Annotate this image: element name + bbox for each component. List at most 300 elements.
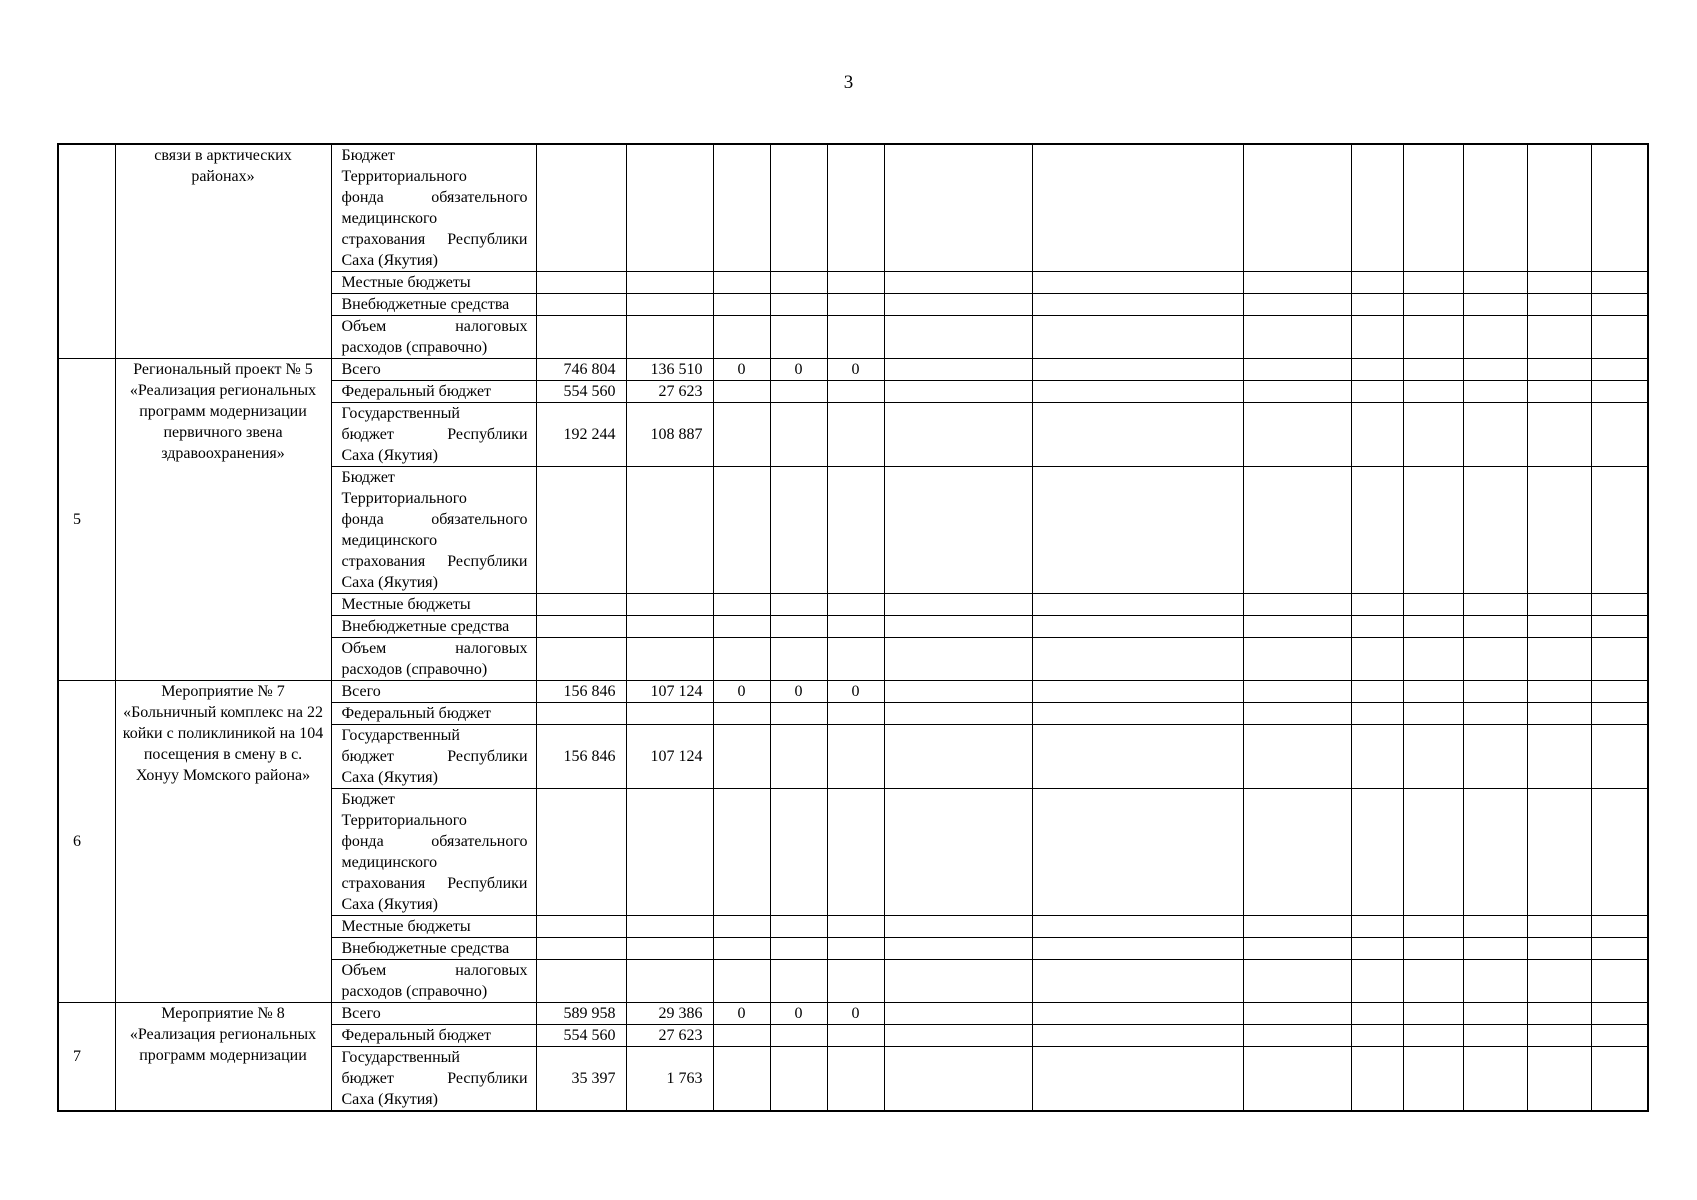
value-cell xyxy=(536,638,626,681)
value-cell: 108 887 xyxy=(626,403,713,467)
empty-cell xyxy=(884,316,1032,359)
funding-source-line: медицинского xyxy=(341,532,438,549)
empty-cell xyxy=(1591,1003,1648,1025)
empty-cell xyxy=(1527,1025,1591,1047)
value-cell xyxy=(713,403,770,467)
empty-cell xyxy=(1403,272,1463,294)
value-cell xyxy=(626,272,713,294)
empty-cell xyxy=(1403,681,1463,703)
value-cell xyxy=(827,725,884,789)
value-cell xyxy=(827,272,884,294)
empty-cell xyxy=(1032,272,1243,294)
empty-cell xyxy=(1351,1047,1403,1112)
value-cell: 107 124 xyxy=(626,681,713,703)
value-cell xyxy=(827,1025,884,1047)
funding-source-line: Всего xyxy=(341,1005,381,1022)
value-cell xyxy=(770,144,827,272)
empty-cell xyxy=(1403,381,1463,403)
value-cell: 0 xyxy=(713,681,770,703)
empty-cell xyxy=(1243,1003,1351,1025)
funding-source-line: Местные бюджеты xyxy=(341,596,471,613)
funding-source-cell xyxy=(331,316,536,359)
funding-source-cell xyxy=(331,467,536,594)
value-cell xyxy=(827,594,884,616)
value-cell xyxy=(713,789,770,916)
empty-cell xyxy=(1403,294,1463,316)
value-cell xyxy=(827,638,884,681)
empty-cell xyxy=(1243,359,1351,381)
empty-cell xyxy=(884,359,1032,381)
empty-cell xyxy=(1527,616,1591,638)
funding-source-line: Объем налоговых xyxy=(341,318,528,335)
value-cell xyxy=(827,403,884,467)
value-cell xyxy=(770,916,827,938)
empty-cell xyxy=(1591,638,1648,681)
funding-source-line: Саха (Якутия) xyxy=(341,574,438,591)
value-cell xyxy=(713,960,770,1003)
empty-cell xyxy=(1591,467,1648,594)
empty-cell xyxy=(1403,467,1463,594)
funding-source-line: расходов (справочно) xyxy=(341,983,488,1000)
funding-source-cell xyxy=(331,1025,536,1047)
empty-cell xyxy=(1032,789,1243,916)
funding-source-line: Объем налоговых xyxy=(341,962,528,979)
funding-source-cell xyxy=(331,294,536,316)
value-cell xyxy=(770,960,827,1003)
empty-cell xyxy=(1032,316,1243,359)
empty-cell xyxy=(1463,316,1527,359)
empty-cell xyxy=(1243,938,1351,960)
funding-source-line: Всего xyxy=(341,683,381,700)
value-cell xyxy=(713,467,770,594)
empty-cell xyxy=(1351,725,1403,789)
value-cell: 27 623 xyxy=(626,1025,713,1047)
empty-cell xyxy=(884,594,1032,616)
funding-source-line: Саха (Якутия) xyxy=(341,896,438,913)
empty-cell xyxy=(884,638,1032,681)
empty-cell xyxy=(1591,359,1648,381)
empty-cell xyxy=(1403,403,1463,467)
funding-source-line: Внебюджетные средства xyxy=(341,940,510,957)
measure-name-cell: Региональный проект № 5 «Реализация региональных программ модернизации первичного звена здравоохранения» xyxy=(115,359,331,681)
empty-cell xyxy=(1351,789,1403,916)
funding-source-line: Саха (Якутия) xyxy=(341,252,438,269)
value-cell xyxy=(713,316,770,359)
empty-cell xyxy=(884,703,1032,725)
empty-cell xyxy=(1463,1047,1527,1112)
value-cell: 107 124 xyxy=(626,725,713,789)
value-cell xyxy=(827,789,884,916)
value-cell xyxy=(536,294,626,316)
empty-cell xyxy=(1403,594,1463,616)
empty-cell xyxy=(1463,916,1527,938)
empty-cell xyxy=(1463,938,1527,960)
empty-cell xyxy=(884,294,1032,316)
empty-cell xyxy=(1527,681,1591,703)
empty-cell xyxy=(1351,594,1403,616)
empty-cell xyxy=(1032,960,1243,1003)
value-cell xyxy=(770,638,827,681)
empty-cell xyxy=(1351,616,1403,638)
empty-cell xyxy=(1463,294,1527,316)
row-number-cell: 6 xyxy=(58,681,115,1003)
funding-source-cell xyxy=(331,272,536,294)
empty-cell xyxy=(1527,725,1591,789)
value-cell xyxy=(770,1025,827,1047)
empty-cell xyxy=(884,616,1032,638)
table-row xyxy=(58,1003,1648,1025)
value-cell xyxy=(626,144,713,272)
empty-cell xyxy=(1527,960,1591,1003)
funding-source-line: фонда обязательного xyxy=(341,189,528,206)
funding-source-line: бюджет Республики xyxy=(341,1070,528,1087)
value-cell xyxy=(770,403,827,467)
empty-cell xyxy=(1591,616,1648,638)
empty-cell xyxy=(1243,272,1351,294)
value-cell xyxy=(713,703,770,725)
empty-cell xyxy=(1463,403,1527,467)
funding-source-line: Бюджет xyxy=(341,469,395,486)
value-cell xyxy=(626,938,713,960)
empty-cell xyxy=(1351,272,1403,294)
funding-source-line: Территориального xyxy=(341,812,467,829)
value-cell: 192 244 xyxy=(536,403,626,467)
funding-source-cell xyxy=(331,916,536,938)
value-cell: 136 510 xyxy=(626,359,713,381)
value-cell xyxy=(536,938,626,960)
value-cell xyxy=(770,381,827,403)
empty-cell xyxy=(1527,294,1591,316)
funding-source-line: страхования Республики xyxy=(341,231,528,248)
empty-cell xyxy=(1032,381,1243,403)
funding-source-line: Федеральный бюджет xyxy=(341,1027,492,1044)
empty-cell xyxy=(1591,1047,1648,1112)
value-cell xyxy=(713,938,770,960)
value-cell xyxy=(626,467,713,594)
empty-cell xyxy=(884,272,1032,294)
value-cell: 0 xyxy=(770,681,827,703)
empty-cell xyxy=(1032,638,1243,681)
funding-source-cell xyxy=(331,638,536,681)
empty-cell xyxy=(1527,467,1591,594)
funding-table xyxy=(57,143,1649,1112)
row-number-cell: 7 xyxy=(58,1003,115,1112)
funding-source-line: Саха (Якутия) xyxy=(341,447,438,464)
funding-source-line: Саха (Якутия) xyxy=(341,769,438,786)
empty-cell xyxy=(884,467,1032,594)
empty-cell xyxy=(1351,359,1403,381)
empty-cell xyxy=(1243,960,1351,1003)
value-cell xyxy=(770,316,827,359)
value-cell xyxy=(536,703,626,725)
empty-cell xyxy=(1527,938,1591,960)
value-cell xyxy=(713,381,770,403)
value-cell xyxy=(713,616,770,638)
empty-cell xyxy=(1403,616,1463,638)
value-cell xyxy=(536,789,626,916)
page-number: 3 xyxy=(843,72,854,93)
value-cell xyxy=(827,703,884,725)
empty-cell xyxy=(884,381,1032,403)
empty-cell xyxy=(1527,381,1591,403)
empty-cell xyxy=(1243,1025,1351,1047)
empty-cell xyxy=(1351,938,1403,960)
empty-cell xyxy=(884,938,1032,960)
table-row xyxy=(58,681,1648,703)
empty-cell xyxy=(1243,316,1351,359)
empty-cell xyxy=(1032,616,1243,638)
funding-source-line: страхования Республики xyxy=(341,553,528,570)
empty-cell xyxy=(1403,1003,1463,1025)
value-cell xyxy=(827,916,884,938)
value-cell: 0 xyxy=(770,359,827,381)
value-cell xyxy=(827,316,884,359)
funding-source-cell xyxy=(331,681,536,703)
row-number-cell: 5 xyxy=(58,359,115,681)
value-cell xyxy=(536,616,626,638)
value-cell xyxy=(536,144,626,272)
value-cell xyxy=(827,938,884,960)
value-cell xyxy=(536,316,626,359)
funding-source-line: фонда обязательного xyxy=(341,511,528,528)
empty-cell xyxy=(1463,594,1527,616)
value-cell: 0 xyxy=(827,359,884,381)
value-cell xyxy=(536,960,626,1003)
value-cell: 0 xyxy=(770,1003,827,1025)
value-cell xyxy=(770,594,827,616)
empty-cell xyxy=(1032,594,1243,616)
empty-cell xyxy=(884,681,1032,703)
empty-cell xyxy=(1243,638,1351,681)
value-cell xyxy=(770,703,827,725)
empty-cell xyxy=(1403,638,1463,681)
funding-source-line: Государственный xyxy=(341,1049,460,1066)
empty-cell xyxy=(1527,703,1591,725)
empty-cell xyxy=(1351,681,1403,703)
funding-source-cell xyxy=(331,703,536,725)
empty-cell xyxy=(1351,403,1403,467)
empty-cell xyxy=(1032,938,1243,960)
empty-cell xyxy=(1243,1047,1351,1112)
empty-cell xyxy=(884,916,1032,938)
empty-cell xyxy=(1243,916,1351,938)
value-cell xyxy=(827,144,884,272)
empty-cell xyxy=(1351,960,1403,1003)
funding-source-line: бюджет Республики xyxy=(341,748,528,765)
empty-cell xyxy=(1591,1025,1648,1047)
value-cell xyxy=(536,594,626,616)
funding-source-cell xyxy=(331,960,536,1003)
empty-cell xyxy=(1463,960,1527,1003)
empty-cell xyxy=(1527,359,1591,381)
empty-cell xyxy=(1591,294,1648,316)
empty-cell xyxy=(1032,703,1243,725)
empty-cell xyxy=(1527,1003,1591,1025)
empty-cell xyxy=(1032,1025,1243,1047)
empty-cell xyxy=(1032,144,1243,272)
value-cell xyxy=(827,1047,884,1112)
funding-source-line: расходов (справочно) xyxy=(341,661,488,678)
funding-source-line: Саха (Якутия) xyxy=(341,1091,438,1108)
value-cell xyxy=(713,294,770,316)
funding-source-line: Внебюджетные средства xyxy=(341,296,510,313)
funding-source-line: страхования Республики xyxy=(341,875,528,892)
value-cell xyxy=(827,294,884,316)
empty-cell xyxy=(1463,789,1527,916)
funding-table-wrapper xyxy=(57,143,1649,1112)
empty-cell xyxy=(1591,272,1648,294)
empty-cell xyxy=(1591,594,1648,616)
funding-source-cell xyxy=(331,144,536,272)
empty-cell xyxy=(1463,359,1527,381)
funding-source-cell xyxy=(331,381,536,403)
value-cell xyxy=(770,616,827,638)
funding-source-line: Федеральный бюджет xyxy=(341,705,492,722)
value-cell xyxy=(626,789,713,916)
empty-cell xyxy=(1591,938,1648,960)
value-cell xyxy=(626,294,713,316)
value-cell xyxy=(626,703,713,725)
empty-cell xyxy=(1032,1003,1243,1025)
value-cell xyxy=(713,725,770,789)
value-cell xyxy=(827,381,884,403)
value-cell xyxy=(713,144,770,272)
empty-cell xyxy=(1243,467,1351,594)
empty-cell xyxy=(884,789,1032,916)
empty-cell xyxy=(884,403,1032,467)
empty-cell xyxy=(1527,144,1591,272)
value-cell: 0 xyxy=(713,359,770,381)
empty-cell xyxy=(1243,725,1351,789)
value-cell: 35 397 xyxy=(536,1047,626,1112)
value-cell xyxy=(770,725,827,789)
funding-source-line: Местные бюджеты xyxy=(341,274,471,291)
empty-cell xyxy=(1032,403,1243,467)
value-cell xyxy=(827,467,884,594)
empty-cell xyxy=(1351,381,1403,403)
funding-source-line: Бюджет xyxy=(341,147,395,164)
value-cell: 156 846 xyxy=(536,681,626,703)
funding-source-cell xyxy=(331,403,536,467)
empty-cell xyxy=(1591,703,1648,725)
value-cell xyxy=(713,272,770,294)
empty-cell xyxy=(1527,638,1591,681)
funding-source-line: Всего xyxy=(341,361,381,378)
empty-cell xyxy=(1591,789,1648,916)
value-cell: 0 xyxy=(713,1003,770,1025)
empty-cell xyxy=(1403,703,1463,725)
empty-cell xyxy=(1243,294,1351,316)
empty-cell xyxy=(1591,916,1648,938)
empty-cell xyxy=(1463,272,1527,294)
funding-source-cell xyxy=(331,594,536,616)
value-cell xyxy=(713,916,770,938)
value-cell xyxy=(713,1047,770,1112)
empty-cell xyxy=(1243,789,1351,916)
empty-cell xyxy=(1591,381,1648,403)
empty-cell xyxy=(1032,916,1243,938)
empty-cell xyxy=(1591,316,1648,359)
funding-source-line: Внебюджетные средства xyxy=(341,618,510,635)
value-cell xyxy=(626,594,713,616)
empty-cell xyxy=(1032,725,1243,789)
measure-name-cell: Мероприятие № 8 «Реализация региональных программ модернизации xyxy=(115,1003,331,1112)
empty-cell xyxy=(1463,144,1527,272)
empty-cell xyxy=(1527,916,1591,938)
value-cell: 29 386 xyxy=(626,1003,713,1025)
empty-cell xyxy=(1527,403,1591,467)
value-cell xyxy=(713,638,770,681)
funding-source-line: Территориального xyxy=(341,490,467,507)
empty-cell xyxy=(1591,681,1648,703)
funding-source-line: Местные бюджеты xyxy=(341,918,471,935)
empty-cell xyxy=(884,1047,1032,1112)
empty-cell xyxy=(1463,638,1527,681)
empty-cell xyxy=(1243,616,1351,638)
funding-source-cell xyxy=(331,616,536,638)
funding-source-cell xyxy=(331,1003,536,1025)
empty-cell xyxy=(1527,316,1591,359)
empty-cell xyxy=(1403,725,1463,789)
value-cell xyxy=(626,638,713,681)
funding-source-cell xyxy=(331,789,536,916)
empty-cell xyxy=(1351,1003,1403,1025)
value-cell: 27 623 xyxy=(626,381,713,403)
value-cell xyxy=(770,467,827,594)
empty-cell xyxy=(1351,294,1403,316)
empty-cell xyxy=(1527,272,1591,294)
empty-cell xyxy=(1591,960,1648,1003)
funding-source-line: Федеральный бюджет xyxy=(341,383,492,400)
empty-cell xyxy=(1403,1047,1463,1112)
empty-cell xyxy=(1591,144,1648,272)
empty-cell xyxy=(884,1025,1032,1047)
empty-cell xyxy=(1463,1003,1527,1025)
value-cell xyxy=(827,616,884,638)
value-cell: 554 560 xyxy=(536,1025,626,1047)
value-cell xyxy=(626,960,713,1003)
funding-source-cell xyxy=(331,725,536,789)
value-cell xyxy=(770,938,827,960)
empty-cell xyxy=(1351,703,1403,725)
value-cell: 746 804 xyxy=(536,359,626,381)
value-cell xyxy=(770,272,827,294)
empty-cell xyxy=(1527,789,1591,916)
empty-cell xyxy=(1351,316,1403,359)
empty-cell xyxy=(1591,725,1648,789)
value-cell: 554 560 xyxy=(536,381,626,403)
empty-cell xyxy=(1463,467,1527,594)
funding-source-line: медицинского xyxy=(341,210,438,227)
empty-cell xyxy=(1463,725,1527,789)
empty-cell xyxy=(884,725,1032,789)
empty-cell xyxy=(1351,916,1403,938)
value-cell xyxy=(626,916,713,938)
value-cell: 0 xyxy=(827,681,884,703)
funding-source-line: расходов (справочно) xyxy=(341,339,488,356)
funding-source-line: Государственный xyxy=(341,727,460,744)
empty-cell xyxy=(884,1003,1032,1025)
funding-source-cell xyxy=(331,1047,536,1112)
empty-cell xyxy=(1351,467,1403,594)
empty-cell xyxy=(1403,144,1463,272)
empty-cell xyxy=(1591,403,1648,467)
value-cell: 1 763 xyxy=(626,1047,713,1112)
funding-source-line: бюджет Республики xyxy=(341,426,528,443)
empty-cell xyxy=(1403,1025,1463,1047)
value-cell xyxy=(626,316,713,359)
value-cell xyxy=(770,1047,827,1112)
